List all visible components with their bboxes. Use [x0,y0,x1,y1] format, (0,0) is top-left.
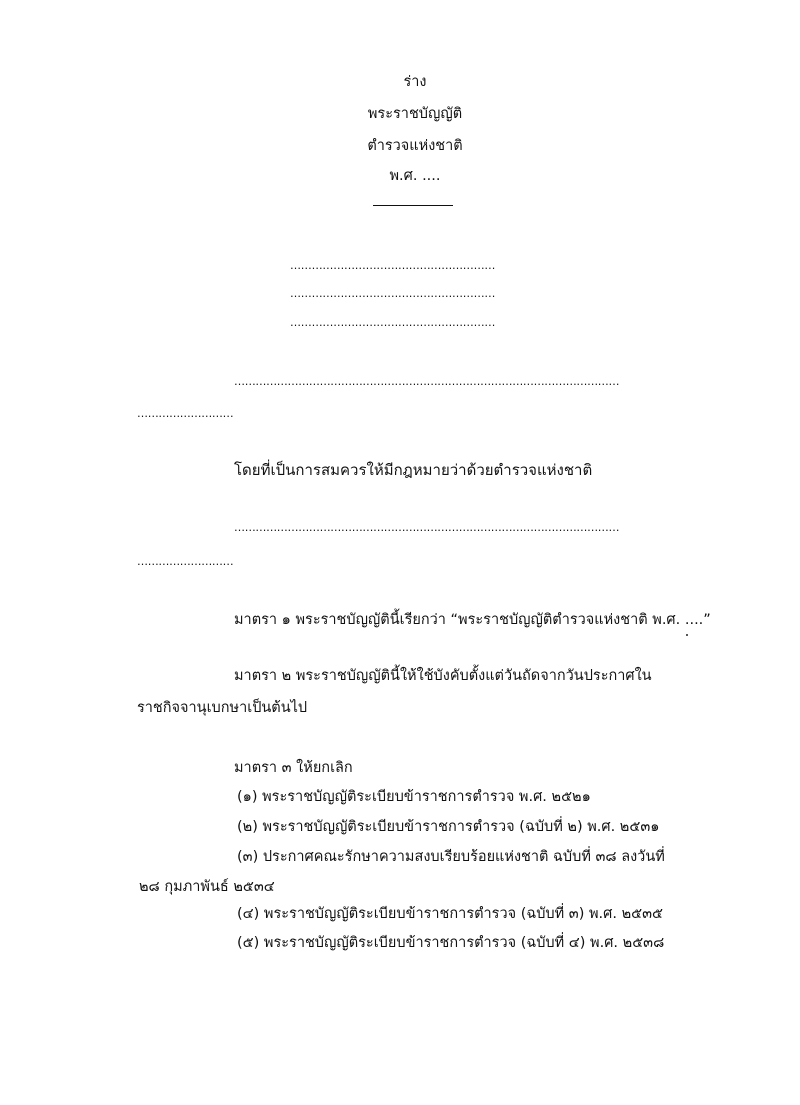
scan-speck [686,634,688,636]
paragraph-1-line-2: ……………………… [137,407,234,420]
enactment-reason: โดยที่เป็นการสมควรให้มีกฎหมายว่าด้วยตำรวจแห่งชาติ [234,461,593,479]
paragraph-2-line-2: ……………………… [137,555,234,568]
paragraph-1-line-1: ……………………………………………………………………………………………… [234,375,620,388]
preamble-line-2: ………………………………………………… [290,287,496,300]
section-1: มาตรา ๑ พระราชบัญญัตินี้เรียกว่า “พระราชบัญญัติตำรวจแห่งชาติ พ.ศ. ....” [234,612,711,628]
section-3-item-3-line-2: ๒๘ กุมภาพันธ์ ๒๕๓๔ [139,879,275,895]
section-2-line-1: มาตรา ๒ พระราชบัญญัตินี้ให้ใช้บังคับตั้งแต่วันถัดจากวันประกาศใน [234,668,652,684]
preamble-line-3: ………………………………………………… [290,316,496,329]
paragraph-2-line-1: ……………………………………………………………………………………………… [234,521,620,534]
act-type: พระราชบัญญัติ [367,106,463,122]
section-3-item-4: (๔) พระราชบัญญัติระเบียบข้าราชการตำรวจ (ฉบับที่ ๓) พ.ศ. ๒๕๓๕ [237,906,663,922]
section-2-line-2: ราชกิจจานุเบกษาเป็นต้นไป [137,700,308,716]
section-3-item-2: (๒) พระราชบัญญัติระเบียบข้าราชการตำรวจ (ฉบับที่ ๒) พ.ศ. ๒๕๓๑ [237,819,660,835]
act-year: พ.ศ. .... [389,168,441,184]
preamble-line-1: ………………………………………………… [290,259,496,272]
section-3-item-5: (๕) พระราชบัญญัติระเบียบข้าราชการตำรวจ (ฉบับที่ ๔) พ.ศ. ๒๕๓๘ [237,935,665,951]
section-3-heading: มาตรา ๓ ให้ยกเลิก [234,760,353,776]
section-3-item-1: (๑) พระราชบัญญัติระเบียบข้าราชการตำรวจ พ.ศ. ๒๕๒๑ [237,789,591,805]
act-title: ตำรวจแห่งชาติ [367,138,463,154]
title-underline [373,205,453,206]
section-3-item-3-line-1: (๓) ประกาศคณะรักษาความสงบเรียบร้อยแห่งชาติ ฉบับที่ ๓๘ ลงวันที่ [237,849,665,865]
draft-label: ร่าง [403,74,427,90]
